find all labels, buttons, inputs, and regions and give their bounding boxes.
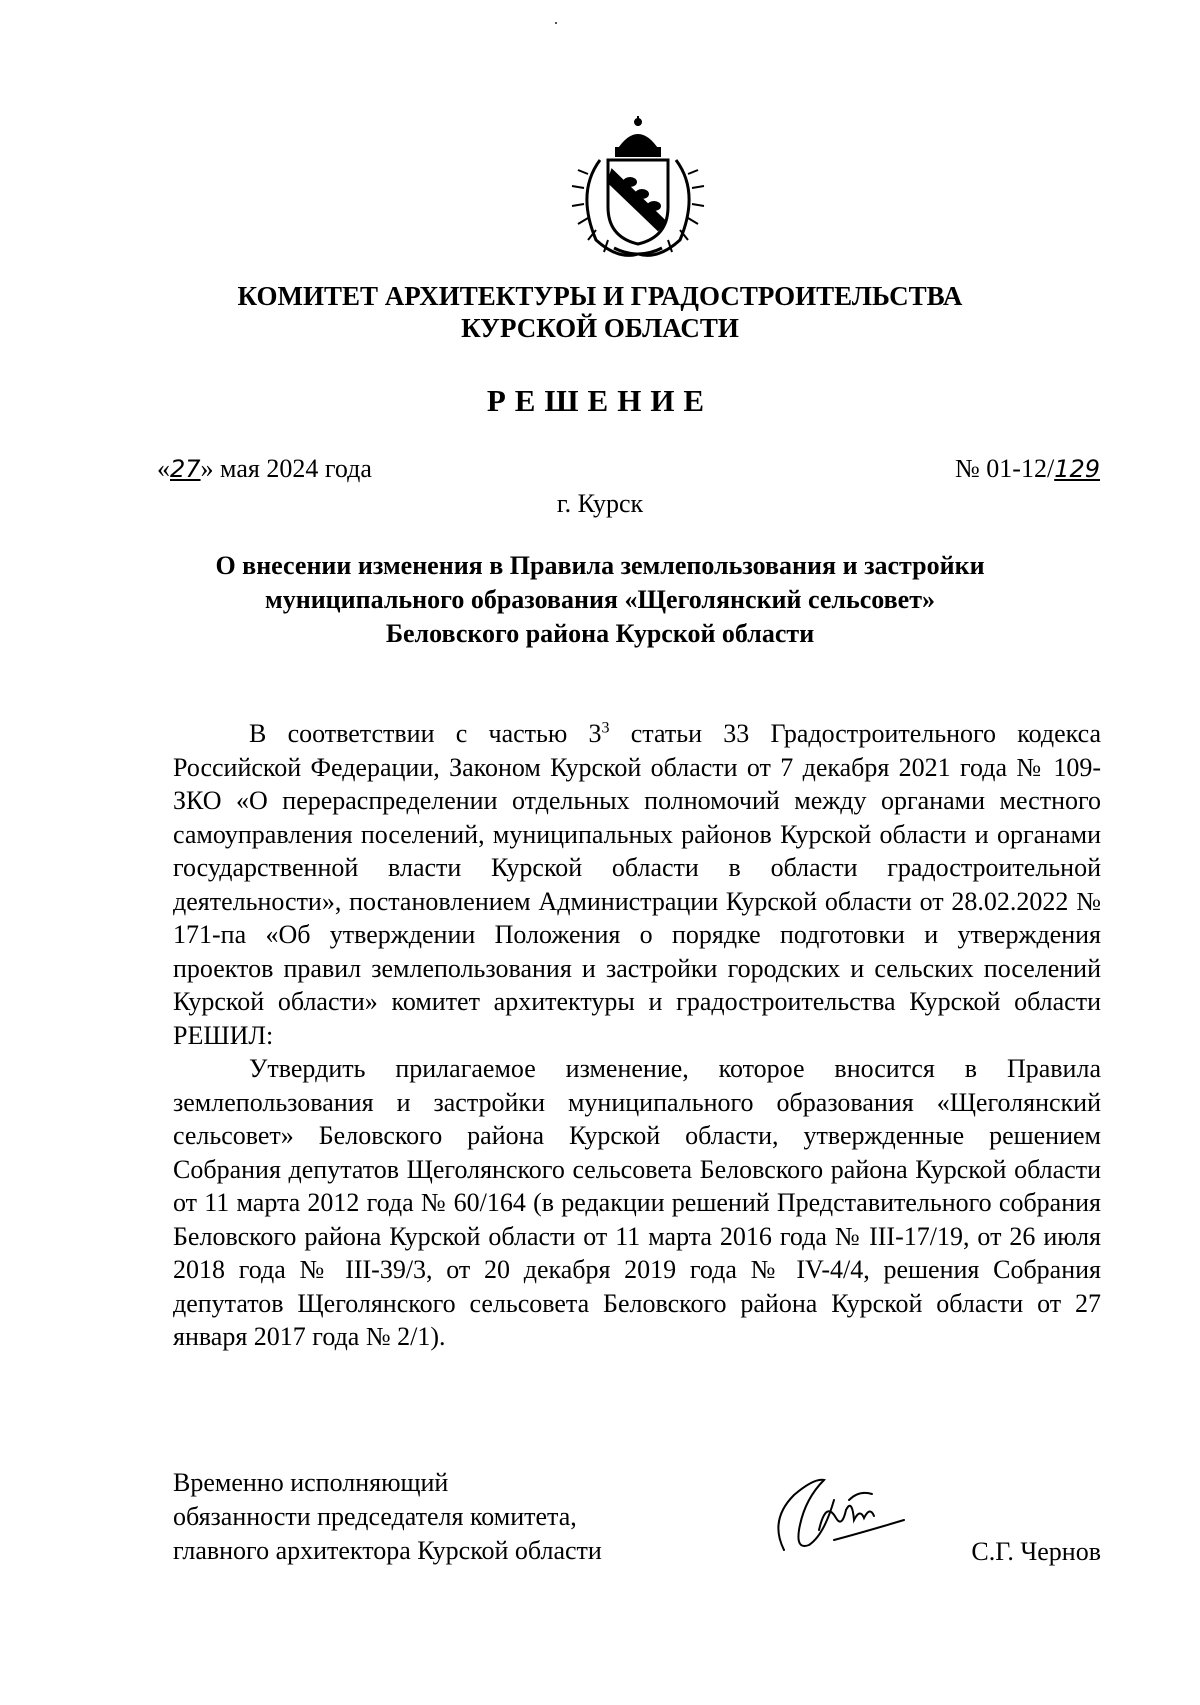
position-line1: Временно исполняющий	[173, 1468, 449, 1497]
body-paragraph-1	[173, 717, 1101, 1052]
title-line2: муниципального образования «Щеголянский сельсовет»	[265, 585, 935, 614]
position-line3: главного архитектора Курской области	[173, 1536, 602, 1565]
title-line1: О внесении изменения в Правила землепользования и застройки	[215, 551, 985, 580]
p1-text-a: В соответствии с частью 3	[249, 719, 602, 748]
number-prefix: № 01-12/	[954, 454, 1055, 483]
organization-name-line2: КУРСКОЙ ОБЛАСТИ	[461, 313, 739, 343]
title-line3: Беловского района Курской области	[385, 619, 815, 648]
date-day-handwritten: 27	[170, 455, 201, 483]
document-type: РЕШЕНИЕ	[486, 383, 714, 418]
city: г. Курск	[556, 489, 644, 518]
number-handwritten: 129	[1054, 455, 1100, 483]
scan-speck	[555, 22, 557, 24]
document-body	[173, 717, 1101, 1354]
position-line2: обязанности председателя комитета,	[173, 1502, 577, 1531]
p1-superscript: 3	[601, 719, 610, 737]
p1-text-b: статьи 33 Градостроительного кодекса Российской Федерации, Законом Курской области от 7 декабря 2021 года № 109-ЗКО «О перераспределении отдельных полномочий между органами местного самоуправления поселений, муниципальных районов Курской области и органами государственной власти Курской области в области градостроительной деятельности», постановлением Администрации Курской области от 28.02.2022 № 171-па «Об утверждении Положения о порядке подготовки и утверждения проектов правил землепользования и застройки городских и сельских поселений Курской области» комитет архитектуры и градостроительства Курской области РЕШИЛ:	[173, 719, 1102, 1050]
signatory-name: С.Г. Чернов	[971, 1537, 1101, 1566]
kursk-region-coat-of-arms-icon	[558, 112, 718, 262]
handwritten-signature-icon	[764, 1470, 914, 1560]
date-open-quote: «	[157, 454, 170, 483]
document-title	[150, 549, 1050, 651]
date-rest: » мая 2024 года	[200, 454, 372, 483]
body-paragraph-2: Утвердить прилагаемое изменение, которое вносится в Правила землепользования и застройки муниципального образования «Щеголянский сельсовет» Беловского района Курской области, утвержденные решением Собрания депутатов Щеголянского сельсовета Беловского района Курской области от 11 марта 2012 года № 60/164 (в редакции решений Представительного собрания Беловского района Курской области от 11 марта 2016 года № III-17/19, от 26 июля 2018 года № III-39/3, от 20 декабря 2019 года № IV-4/4, решения Собрания депутатов Щеголянского сельсовета Беловского района Курской области от 27 января 2017 года № 2/1).	[173, 1054, 1101, 1351]
organization-name-line1: КОМИТЕТ АРХИТЕКТУРЫ И ГРАДОСТРОИТЕЛЬСТВА	[237, 281, 963, 311]
document-date	[157, 452, 372, 486]
document-number	[955, 452, 1100, 486]
signatory-position	[173, 1466, 602, 1568]
